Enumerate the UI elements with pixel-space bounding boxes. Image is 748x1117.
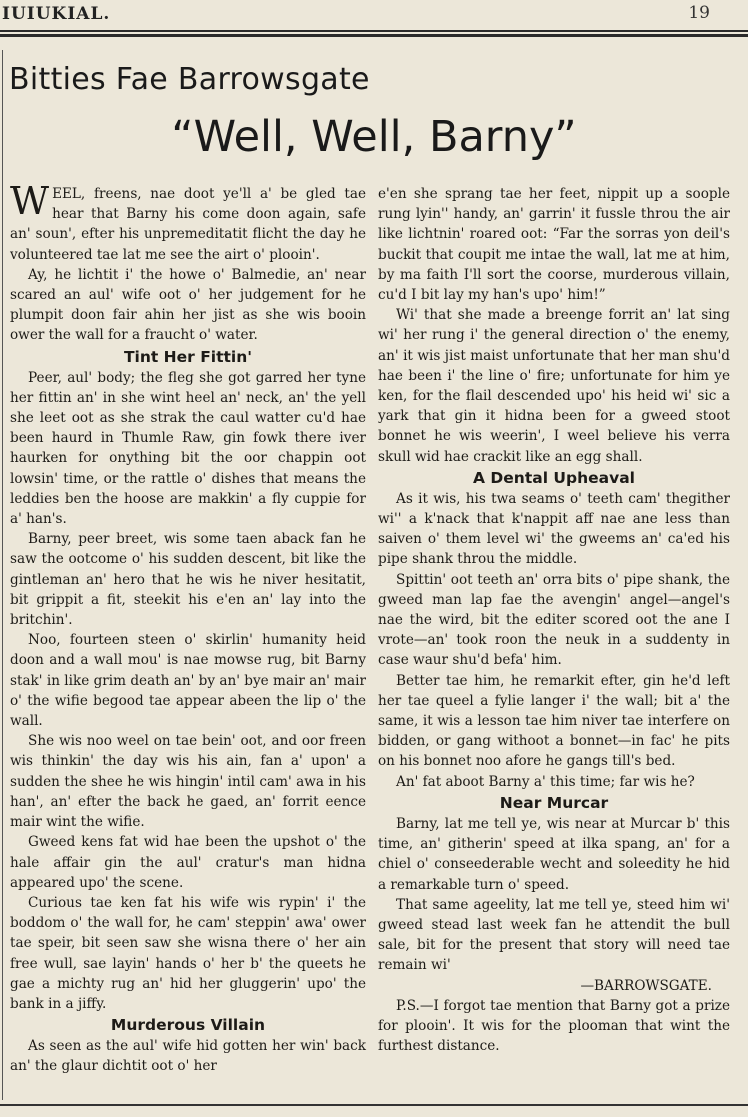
header-rule xyxy=(0,30,748,37)
paragraph: P.S.—I forgot tae mention that Barny got a prize for plooin'. It wis for the plooman that wint the furthest distance. xyxy=(378,997,730,1055)
signature: —BARROWSGATE. xyxy=(580,977,712,994)
footer-rule xyxy=(0,1104,748,1106)
paragraph: Gweed kens fat wid hae been the upshot o' the hale affair gin the aul' cratur's man hidna appeared upo' the scene. xyxy=(10,834,366,891)
column-right xyxy=(378,184,730,1056)
subheading: Near Murcar xyxy=(499,793,609,812)
paragraph: Better tae him, he remarkit efter, gin he'd left her tae queel a fylie langer i' the wall; bit a' the same, it wis a lesson tae him niver tae interfere on bidden, or gang withoot a bonnet—in fac' he pits on his bonnet noo afore he gangs till's bed. xyxy=(378,672,730,770)
running-title: IUIUKIAL. xyxy=(2,4,111,24)
subheading: Tint Her Fittin' xyxy=(123,347,253,366)
paragraph: Noo, fourteen steen o' skirlin' humanity heid doon and a wall mou' is nae mowse rug, bit Barny stak' in like grim death an' by an' bye mair an' mair o' the wifie begood tae appear abeen the lip o' the wall. xyxy=(10,632,366,730)
page-number: 19 xyxy=(688,3,710,23)
paragraph: She wis noo weel on tae bein' oot, and oor freen wis thinkin' the day wis his ain, fan a' upon' a sudden the shee he wis hingin' intil cam' awa in his han', an' efter the back he gaed, an' forrit eence mair wint the wifie. xyxy=(10,733,366,831)
paragraph: Spittin' oot teeth an' orra bits o' pipe shank, the gweed man lap fae the avengin' angel—angel's nae the wird, bit the editer scored oot the ane I vrote—an' took roon the neuk in a suddenty in case waur shu'd befa' him. xyxy=(378,571,730,669)
paragraph: An' fat aboot Barny a' this time; far wis he? xyxy=(396,773,695,790)
paragraph: Ay, he lichtit i' the howe o' Balmedie, an' near scared an aul' wife oot o' her judgement for he plumpit doon fair ahin her jist as she wis booin ower the wall for a fraucht o' water. xyxy=(10,266,366,344)
subheading: A Dental Upheaval xyxy=(473,468,635,487)
running-head xyxy=(0,0,748,32)
paragraph: Curious tae ken fat his wife wis rypin' i' the boddom o' the wall for, he cam' steppin' awa' ower tae speir, bit seen saw she wisna there o' her ain free wull, sae layin' hands o' her b' the queets he gae a michty rug an' hid her gluggerin' upo' the bank in a jiffy. xyxy=(10,894,366,1012)
paragraph: Peer, aul' body; the fleg she got garred her tyne her fittin an' in she wint heel an' neck, an' the yell she leet oot as she strak the caul watter cu'd hae been haurd in Thumle Raw, gin fowk there iver haurken for onything bit the oor chappin oot lowsin' time, or the rattle o' dishes that means the leddies ben the hoose are makkin' a fly cuppie for a' han's. xyxy=(10,369,366,528)
paragraph: As seen as the aul' wife hid gotten her win' back an' the glaur dichtit oot o' her xyxy=(10,1038,366,1075)
paragraph: WEEL, freens, nae doot ye'll a' be gled tae hear that Barny his come doon again, safe an' soun', efter his unpremeditatit flicht the day he volunteered tae lat me see the airt o' plooin'. xyxy=(10,179,366,263)
paragraph: e'en she sprang tae her feet, nippit up a soople rung lyin'' handy, an' garrin' it fussle throu the air like lichtnin' roared oot: “Far the sorras yon deil's buckit that coupit me intae the wall, lat me at him, by ma faith I'll sort the coorse, murderous villain, cu'd I bit lay my han's upo' him!” xyxy=(378,186,730,304)
column-left xyxy=(10,179,366,1077)
paragraph: Barny, lat me tell ye, wis near at Murcar b' this time, an' githerin' speed at ilka spang, an' for a chiel o' conseederable wecht and soleedity he hid a remarkable turn o' speed. xyxy=(378,815,730,893)
column-border xyxy=(2,50,3,1100)
drop-cap: W xyxy=(10,179,50,223)
article-title: Bitties Fae Barrowsgate xyxy=(9,62,370,97)
paragraph: Barny, peer breet, wis some taen aback fan he saw the ootcome o' his sudden descent, bit like the gintleman an' hero that he wis he niver hesitatit, bit grippit a fit, steekit his e'en an' lay into the britchin'. xyxy=(10,531,366,629)
subheading: Murderous Villain xyxy=(110,1016,266,1035)
paragraph: As it wis, his twa seams o' teeth cam' thegither wi'' a k'nack that k'nappit aff nae ane less than saiven o' them level wi' the gweems an' ca'ed his pipe shank throu the middle. xyxy=(378,490,730,568)
paragraph: Wi' that she made a breenge forrit an' lat sing wi' her rung i' the general direction o' the enemy, an' it wis jist maist unfortunate that her man shu'd hae been i' the line o' fire; unfortunate for him ye ken, for the flail descended upo' his heid wi' sic a yark that gin it hidna been for a gweed stoot bonnet he wis weerin', I weel believe his verra skull wid hae crackit like an egg shall. xyxy=(378,307,730,465)
article-subtitle: “Well, Well, Barny” xyxy=(171,112,577,162)
paragraph: That same ageelity, lat me tell ye, steed him wi' gweed stead last week fan he attendit the bull sale, bit for the present that story will need tae remain wi' xyxy=(378,896,730,974)
